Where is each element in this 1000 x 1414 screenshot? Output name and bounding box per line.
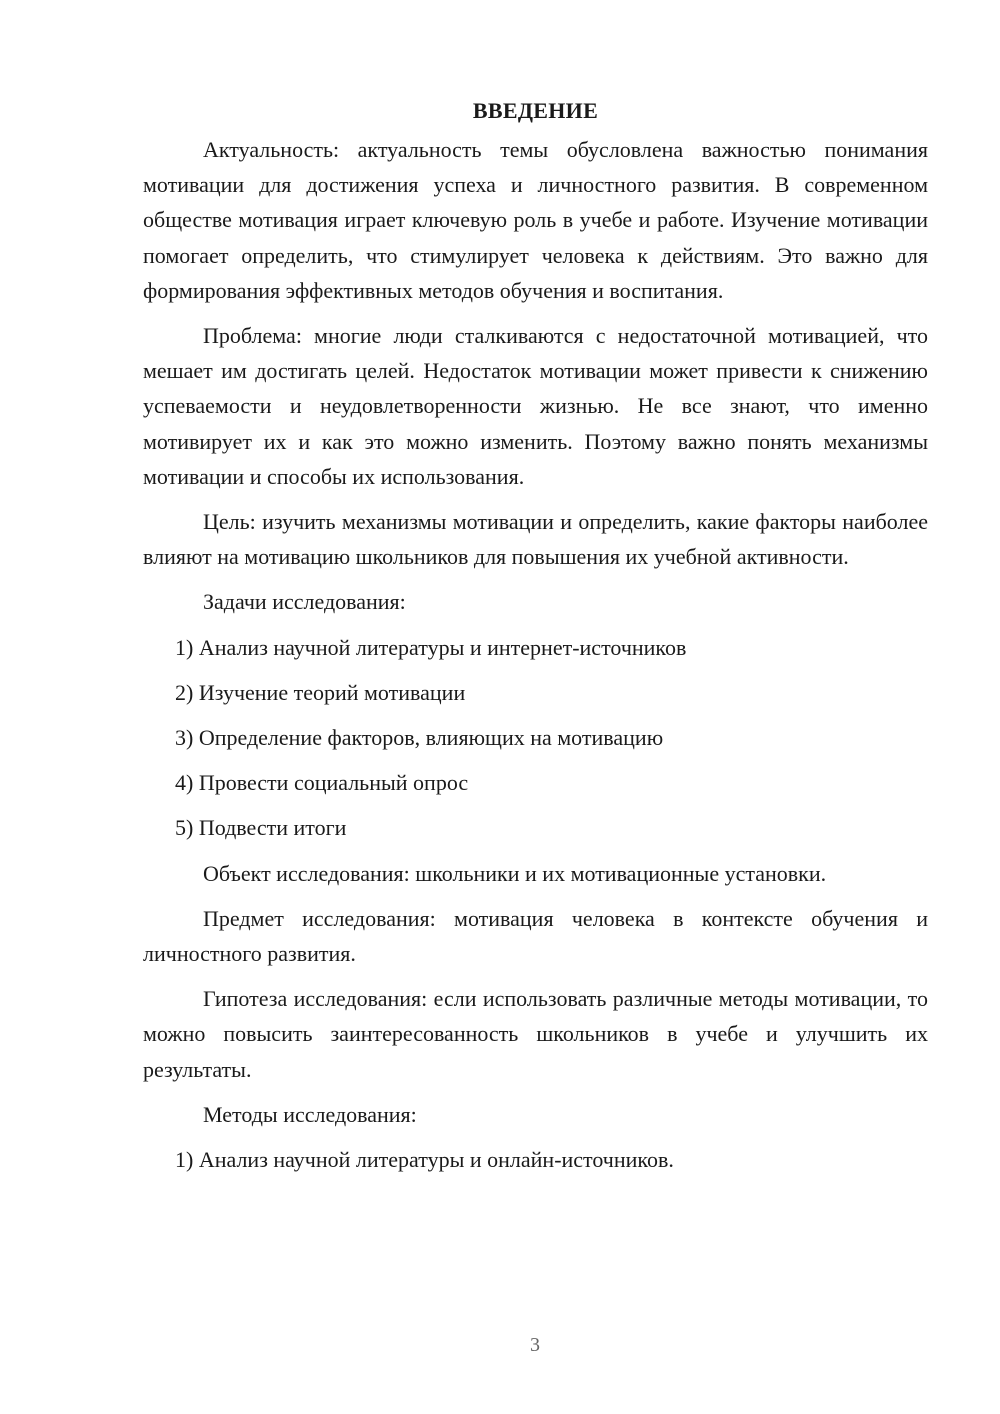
task-item: 5) Подвести итоги: [175, 815, 347, 841]
section-title: ВВЕДЕНИЕ: [472, 98, 599, 123]
goal-paragraph: Цель: изучить механизмы мотивации и определить, какие факторы наиболее влияют на мотивацию школьников для повышения их учебной активности.: [143, 509, 928, 570]
methods-list: [143, 1142, 928, 1177]
methods-heading: Методы исследования:: [203, 1101, 417, 1127]
hypothesis-paragraph: Гипотеза исследования: если использовать различные методы мотивации, то можно повысить заинтересованность школьников в учебе и улучшить их результаты.: [143, 986, 928, 1082]
tasks-heading: Задачи исследования:: [203, 589, 406, 615]
task-item: 2) Изучение теорий мотивации: [175, 679, 466, 705]
tasks-list: [143, 630, 928, 846]
relevance-paragraph: Актуальность: актуальность темы обусловлена важностью понимания мотивации для достижения успеха и личностного развития. В современном обществе мотивация играет ключевую роль в учебе и работе. Изучение мотивации помогает определить, что стимулирует человека к действиям. Это важно для формирования эффективных методов обучения и воспитания.: [143, 137, 928, 303]
page-number: 3: [530, 1334, 540, 1356]
task-item: 3) Определение факторов, влияющих на мотивацию: [175, 725, 664, 751]
task-item: 4) Провести социальный опрос: [175, 770, 469, 796]
subject-paragraph: Предмет исследования: мотивация человека в контексте обучения и личностного развития.: [143, 905, 928, 967]
problem-paragraph: Проблема: многие люди сталкиваются с недостаточной мотивацией, что мешает им достигать целей. Недостаток мотивации может привести к снижению успеваемости и неудовлетворенности жизнью. Не все знают, что именно мотивирует их и как это можно изменить. Поэтому важно понять механизмы мотивации и способы их использования.: [143, 323, 928, 489]
task-item: 1) Анализ научной литературы и интернет-источников: [175, 634, 687, 660]
page-content: [143, 96, 928, 1187]
object-paragraph: Объект исследования: школьники и их мотивационные установки.: [203, 860, 827, 886]
method-item: 1) Анализ научной литературы и онлайн-источников.: [175, 1147, 674, 1173]
